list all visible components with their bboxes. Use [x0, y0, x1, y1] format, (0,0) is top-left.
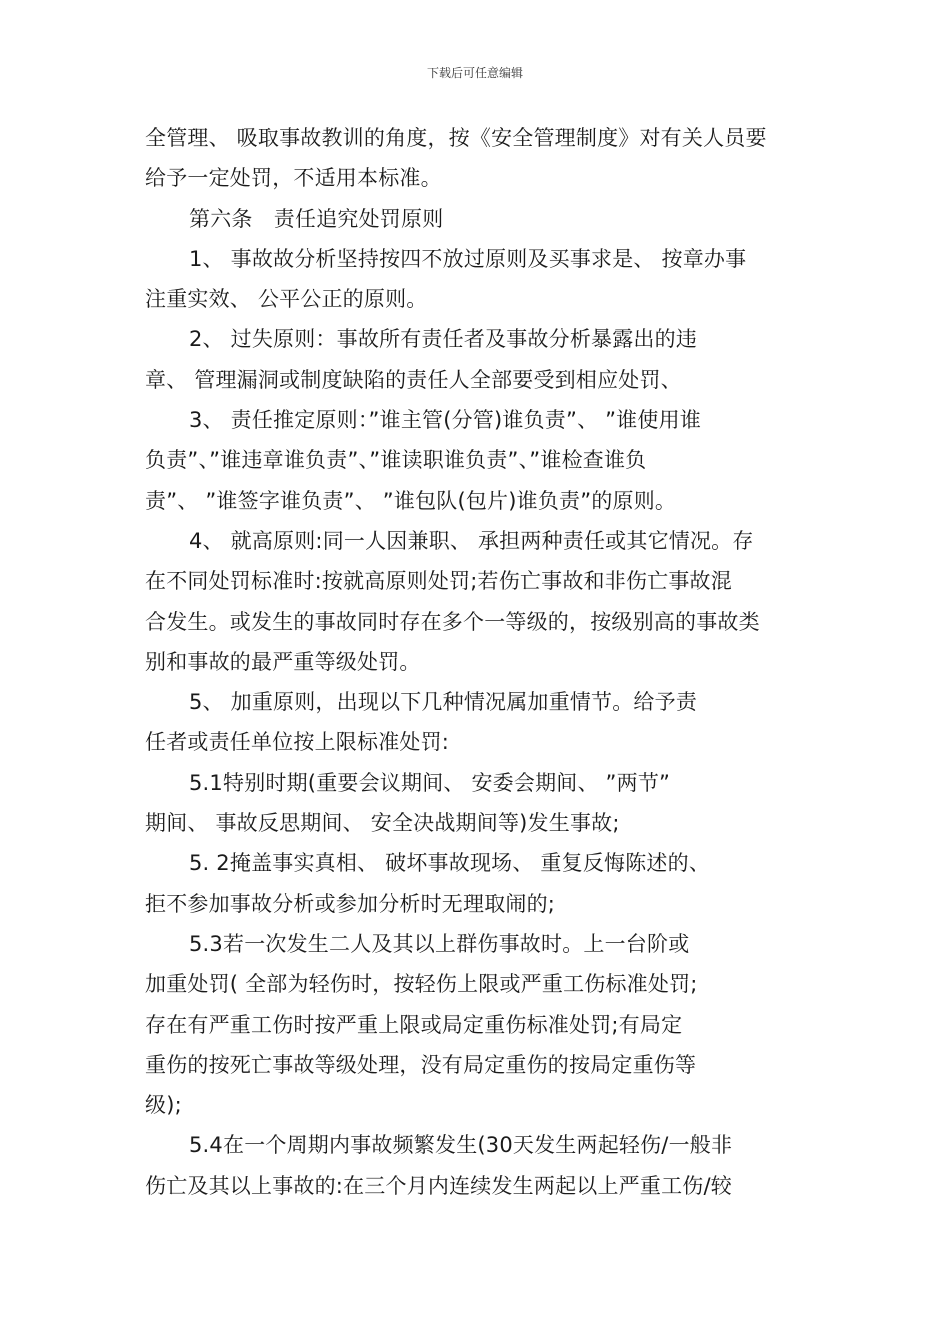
text-line: 给予一定处罚，不适用本标准。: [145, 166, 442, 191]
text-line: 5、 加重原则，出现以下几种情况属加重情节。给予责: [189, 690, 698, 715]
text-line: 5. 2掩盖事实真相、 破坏事故现场、 重复反悔陈述的、: [189, 851, 711, 876]
text-line: 4、 就高原则:同一人因兼职、 承担两种责任或其它情况。存: [189, 528, 754, 553]
text-line: 合发生。或发生的事故同时存在多个一等级的，按级别高的事故类: [145, 609, 760, 634]
text-line: 在不同处罚标准时:按就高原则处罚;若伤亡事故和非伤亡事故混: [145, 569, 732, 594]
text-line: 5.1特别时期(重要会议期间、 安委会期间、 ”两节”: [189, 770, 671, 795]
page-header: 下载后可任意编辑: [426, 66, 523, 80]
text-line: 任者或责任单位按上限标准处罚:: [145, 730, 450, 755]
text-line: 1、 事故故分析坚持按四不放过原则及买事求是、 按章办事: [189, 246, 747, 271]
text-line: 别和事故的最严重等级处罚。: [145, 649, 421, 674]
text-line: 重伤的按死亡事故等级处理，没有局定重伤的按局定重伤等: [145, 1052, 697, 1077]
text-line: 全管理、 吸取事故教训的角度，按《安全管理制度》对有关人员要: [145, 126, 767, 150]
text-line: 3、 责任推定原则：”谁主管(分管)谁负责”、 ”谁使用谁: [189, 408, 702, 433]
text-line: 5.4在一个周期内事故频繁发生(30天发生两起轻伤/一般非: [189, 1133, 733, 1158]
text-line: 注重实效、 公平公正的原则。: [145, 287, 428, 312]
text-line: 第六条 责任追究处罚原则: [189, 206, 444, 231]
text-line: 章、 管理漏洞或制度缺陷的责任人全部要受到相应处罚、: [145, 367, 682, 392]
text-line: 2、 过失原则：事故所有责任者及事故分析暴露出的违: [189, 327, 698, 352]
text-line: 5.3若一次发生二人及其以上群伤事故时。上一台阶或: [189, 931, 690, 956]
text-line: 级);: [145, 1093, 182, 1118]
text-line: 伤亡及其以上事故的:在三个月内连续发生两起以上严重工伤/较: [145, 1173, 732, 1198]
text-line: 存在有严重工伤时按严重上限或局定重伤标准处罚;有局定: [145, 1012, 683, 1037]
text-line: 期间、 事故反思期间、 安全决战期间等)发生事故;: [145, 811, 620, 836]
document-body: [145, 118, 815, 1206]
text-line: 负责”、”谁违章谁负责”、”谁读职谁负责”、”谁检查谁负: [145, 448, 647, 473]
text-line: 责”、 ”谁签字谁负责”、 ”谁包队(包片)谁负责”的原则。: [145, 488, 677, 513]
text-line: 拒不参加事故分析或参加分析时无理取闹的;: [145, 891, 556, 916]
text-line: 加重处罚( 全部为轻伤时，按轻伤上限或严重工伤标准处罚;: [145, 972, 698, 997]
